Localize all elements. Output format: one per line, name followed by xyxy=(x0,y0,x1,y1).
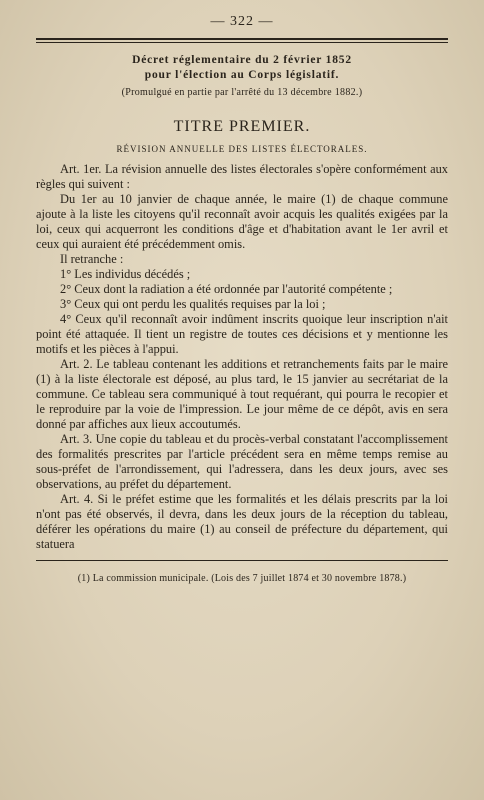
section-heading: RÉVISION ANNUELLE DES LISTES ÉLECTORALES. xyxy=(116,144,368,154)
decree-title-line-2: pour l'élection au Corps législatif. xyxy=(144,69,340,81)
paragraph: 4° Ceux qu'il reconnaît avoir indûment inscrits quoique leur inscription n'ait point été attaquée. Il tient un registre de toutes ces décisions et y mentionne les motifs et les pièces à l'appui. xyxy=(36,312,448,356)
decree-title-line-1: Décret réglementaire du 2 février 1852 xyxy=(132,54,352,66)
paragraph: Art. 2. Le tableau contenant les additions et retranchements faits par le maire (1) à la liste électorale est déposé, au plus tard, le 15 janvier au secrétariat de la commune. Ce tableau sera communiqué à tout requérant, qui pourra le recopier et le reproduire par la voie de l'impression. Le jour même de ce dépôt, avis en sera donné par affiches aux lieux accoutumés. xyxy=(36,357,448,431)
paragraph: Art. 4. Si le préfet estime que les formalités et les délais prescrits par la loi n'ont pas été observés, il devra, dans les deux jours de la réception du tableau, déférer les opérations du maire (1) au conseil de préfecture du département, qui statuera xyxy=(36,492,448,551)
paragraph: 2° Ceux dont la radiation a été ordonnée par l'autorité compétente ; xyxy=(60,282,393,296)
paragraph: 1° Les individus décédés ; xyxy=(60,267,191,281)
footnote: (1) La commission municipale. (Lois des 7 juillet 1874 et 30 novembre 1878.) xyxy=(77,573,407,584)
titre-heading: TITRE PREMIER. xyxy=(173,118,311,135)
decree-title xyxy=(36,53,448,83)
paragraph: Art. 3. Une copie du tableau et du procès-verbal constatant l'accomplissement des formalités prescrites par l'article précédent sera en même temps remise au sous-préfet de l'arrondissement, qui l'adressera, dans les deux jours, avec ses observations, au préfet du département. xyxy=(36,432,448,491)
page-number: — 322 — xyxy=(210,14,274,29)
paragraph: Il retranche : xyxy=(60,252,124,266)
paragraph: Art. 1er. La révision annuelle des listes électorales s'opère conformément aux règles qui suivent : xyxy=(36,162,448,191)
header-rule xyxy=(36,38,448,43)
body-text xyxy=(36,162,448,552)
paragraph: 3° Ceux qui ont perdu les qualités requises par la loi ; xyxy=(60,297,326,311)
promulgation-note: (Promulgué en partie par l'arrêté du 13 décembre 1882.) xyxy=(121,87,363,98)
paragraph: Du 1er au 10 janvier de chaque année, le maire (1) de chaque commune ajoute à la liste les citoyens qu'il reconnaît avoir acquis les qualités exigées par la loi, ceux qui acquerront les conditions d'âge et d'habitation avant le 1er avril et ceux qui auraient été précédemment omis. xyxy=(36,192,448,251)
footnote-rule xyxy=(36,560,448,561)
